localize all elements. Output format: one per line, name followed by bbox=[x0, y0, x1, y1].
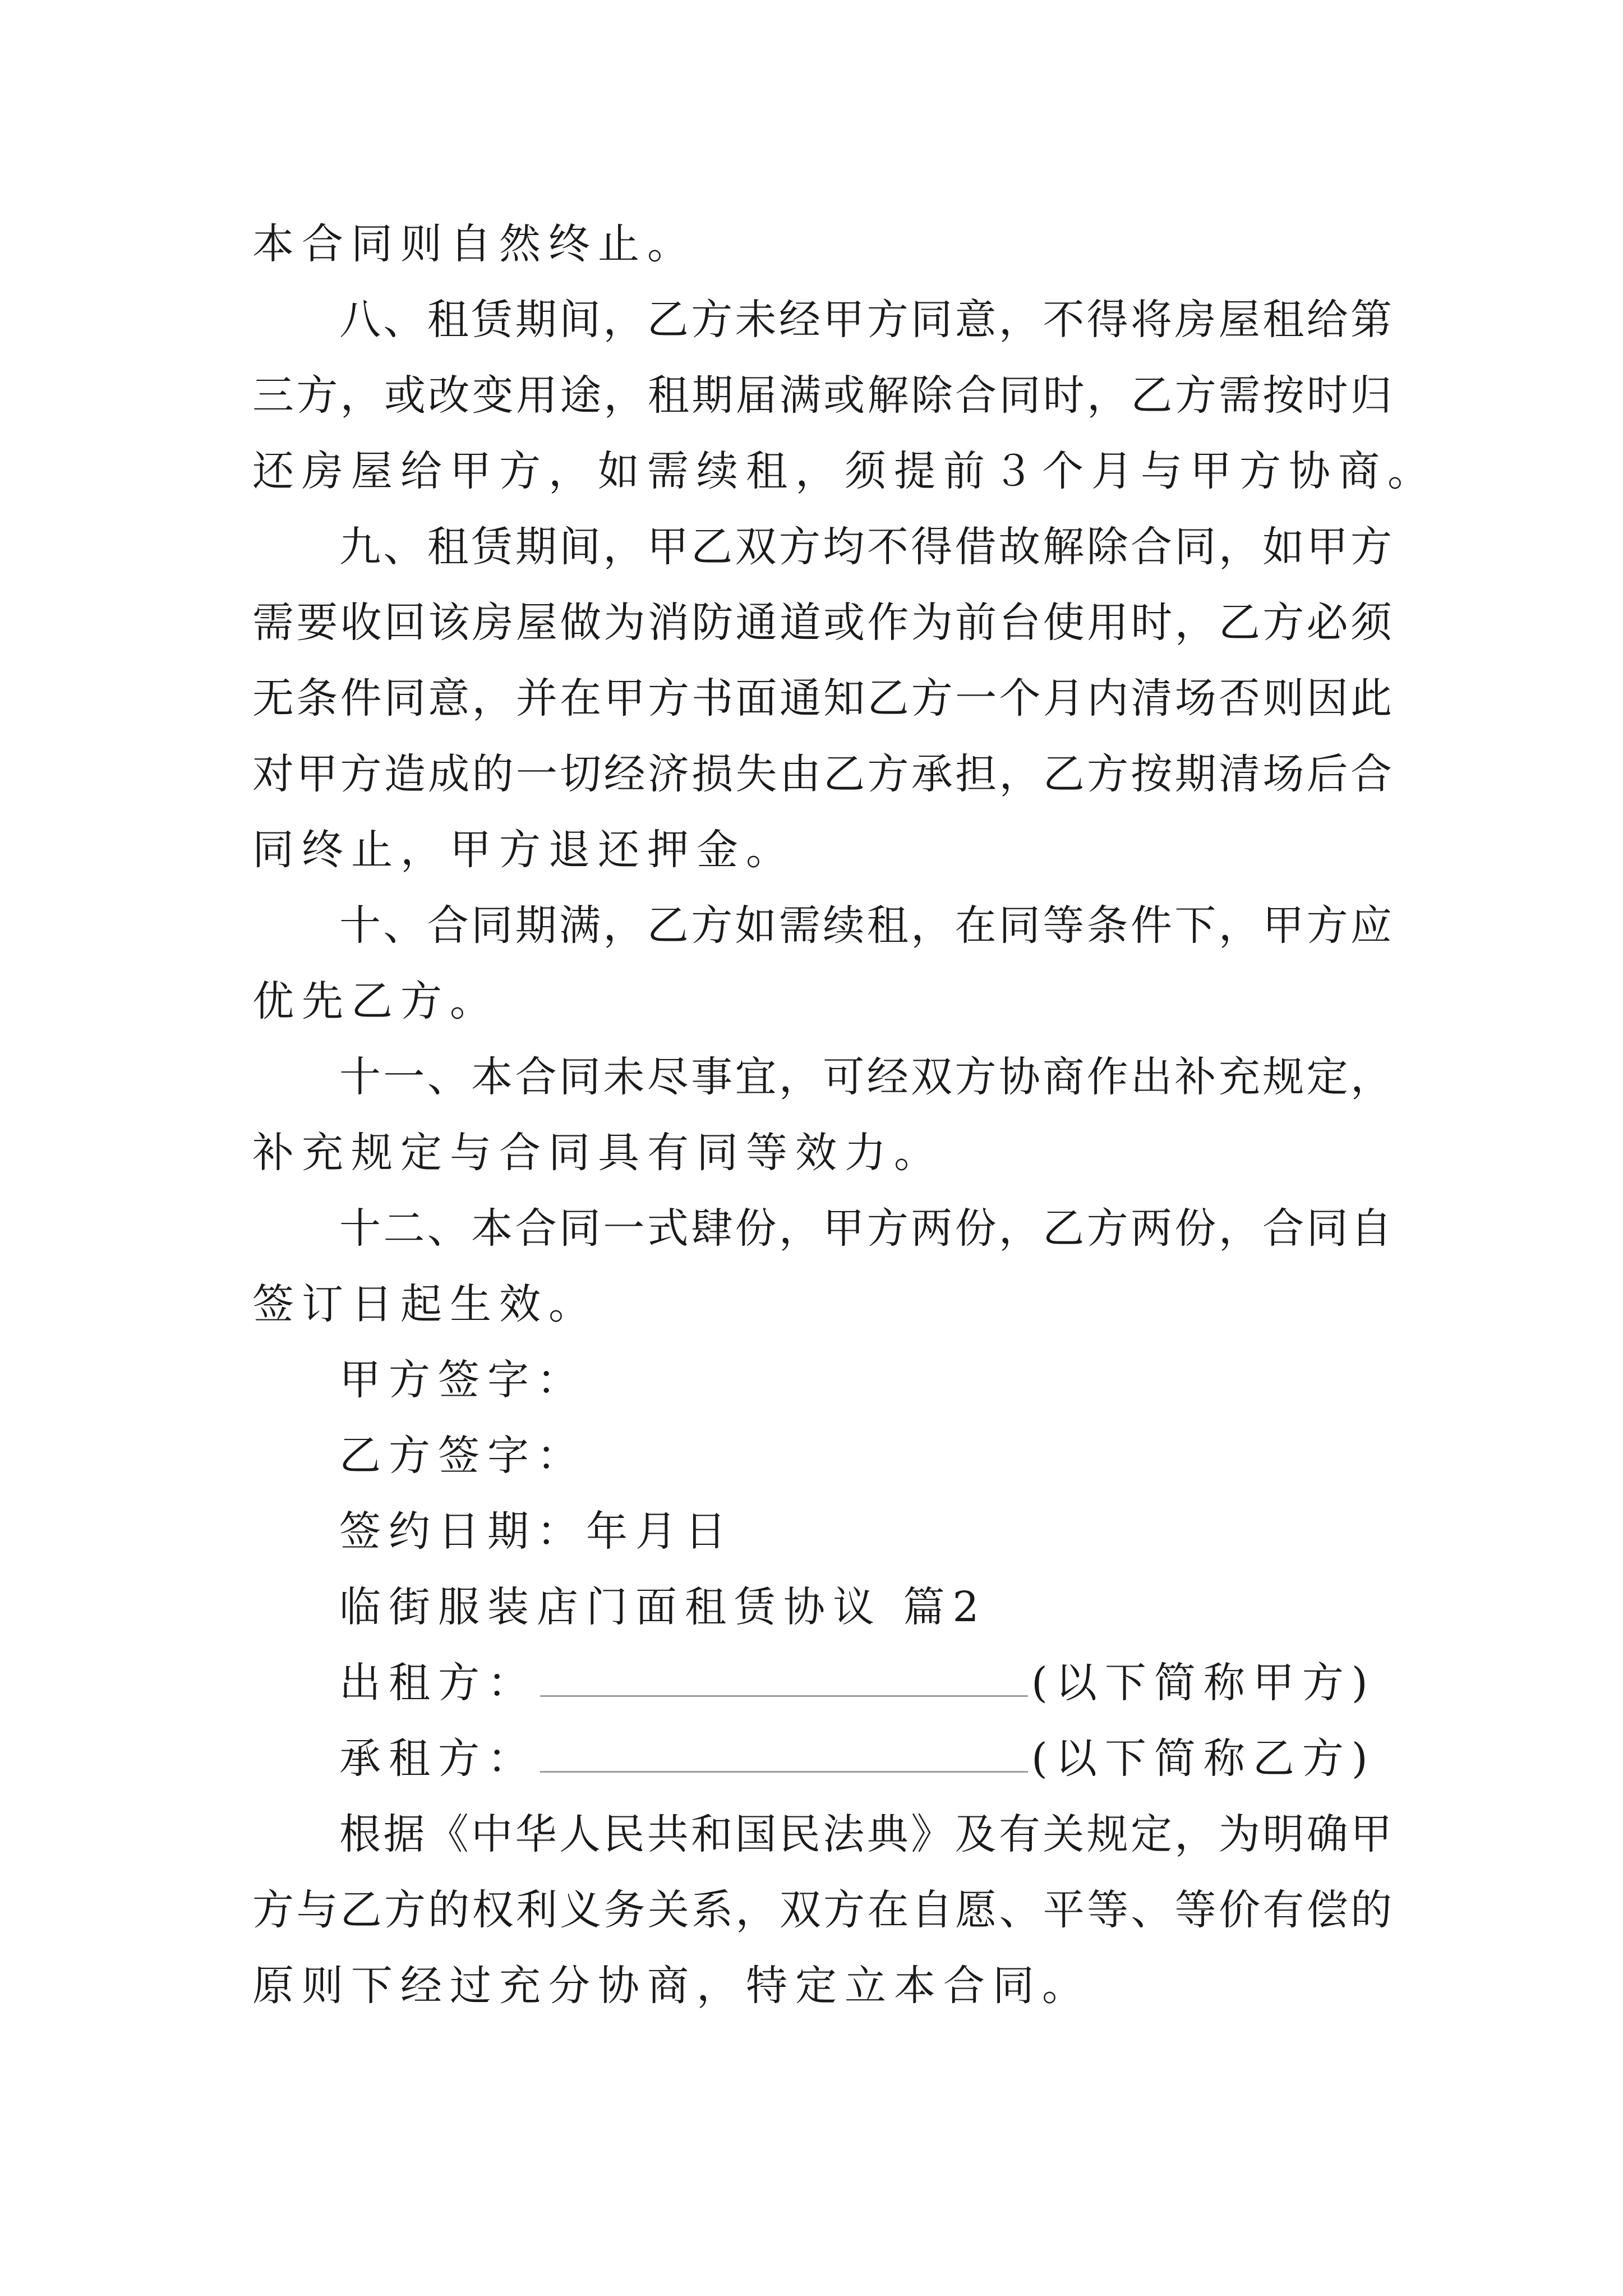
clause-12-line-1: 十二、本合同一式肆份，甲方两份，乙方两份，合同自 bbox=[339, 1204, 1392, 1253]
lessor-line bbox=[339, 1655, 1376, 1711]
lessor-blank-field[interactable] bbox=[540, 1662, 1028, 1697]
party-a-signature-label: 甲方签字： bbox=[339, 1356, 586, 1404]
clause-7-continuation: 本合同则自然终止。 bbox=[252, 220, 697, 268]
lessee-label: 承租方： bbox=[339, 1734, 537, 1783]
clause-12-line-2: 签订日起生效。 bbox=[252, 1280, 598, 1328]
clause-10-line-2: 优先乙方。 bbox=[252, 977, 499, 1025]
signing-date-label: 签约日期：年月日 bbox=[339, 1507, 734, 1556]
clause-9-line-5: 同终止，甲方退还押金。 bbox=[252, 826, 795, 874]
clause-9-line-1: 九、租赁期间，甲乙双方均不得借故解除合同，如甲方 bbox=[339, 523, 1392, 571]
clause-8-line-2: 三方，或改变用途，租期届满或解除合同时，乙方需按时归 bbox=[252, 371, 1392, 420]
clause-8-line-1: 八、租赁期间，乙方未经甲方同意，不得将房屋租给第 bbox=[339, 296, 1392, 344]
lessor-label: 出租方： bbox=[339, 1659, 537, 1707]
clause-9-line-2: 需要收回该房屋做为消防通道或作为前台使用时，乙方必须 bbox=[252, 599, 1392, 647]
clause-9-line-3: 无条件同意，并在甲方书面通知乙方一个月内清场否则因此 bbox=[252, 674, 1392, 723]
section-title: 临街服装店门面租赁协议 篇2 bbox=[339, 1583, 987, 1631]
clause-10-line-1: 十、合同期满，乙方如需续租，在同等条件下，甲方应 bbox=[339, 901, 1392, 950]
clause-8-line-3: 还房屋给甲方，如需续租，须提前３个月与甲方协商。 bbox=[252, 447, 1437, 495]
party-b-signature-label: 乙方签字： bbox=[339, 1432, 586, 1480]
lessee-suffix: (以下简称乙方) bbox=[1031, 1734, 1376, 1783]
preamble-line-2: 方与乙方的权利义务关系，双方在自愿、平等、等价有偿的 bbox=[252, 1886, 1392, 1934]
clause-9-line-4: 对甲方造成的一切经济损失由乙方承担，乙方按期清场后合 bbox=[252, 750, 1392, 798]
lessee-blank-field[interactable] bbox=[540, 1737, 1028, 1773]
clause-11-line-2: 补充规定与合同具有同等效力。 bbox=[252, 1129, 943, 1177]
preamble-line-1: 根据《中华人民共和国民法典》及有关规定，为明确甲 bbox=[339, 1810, 1392, 1858]
preamble-line-3: 原则下经过充分协商，特定立本合同。 bbox=[252, 1962, 1091, 2010]
lessee-line bbox=[339, 1731, 1376, 1787]
clause-11-line-1: 十一、本合同未尽事宜，可经双方协商作出补充规定， bbox=[339, 1053, 1392, 1101]
lessor-suffix: (以下简称甲方) bbox=[1031, 1659, 1376, 1707]
